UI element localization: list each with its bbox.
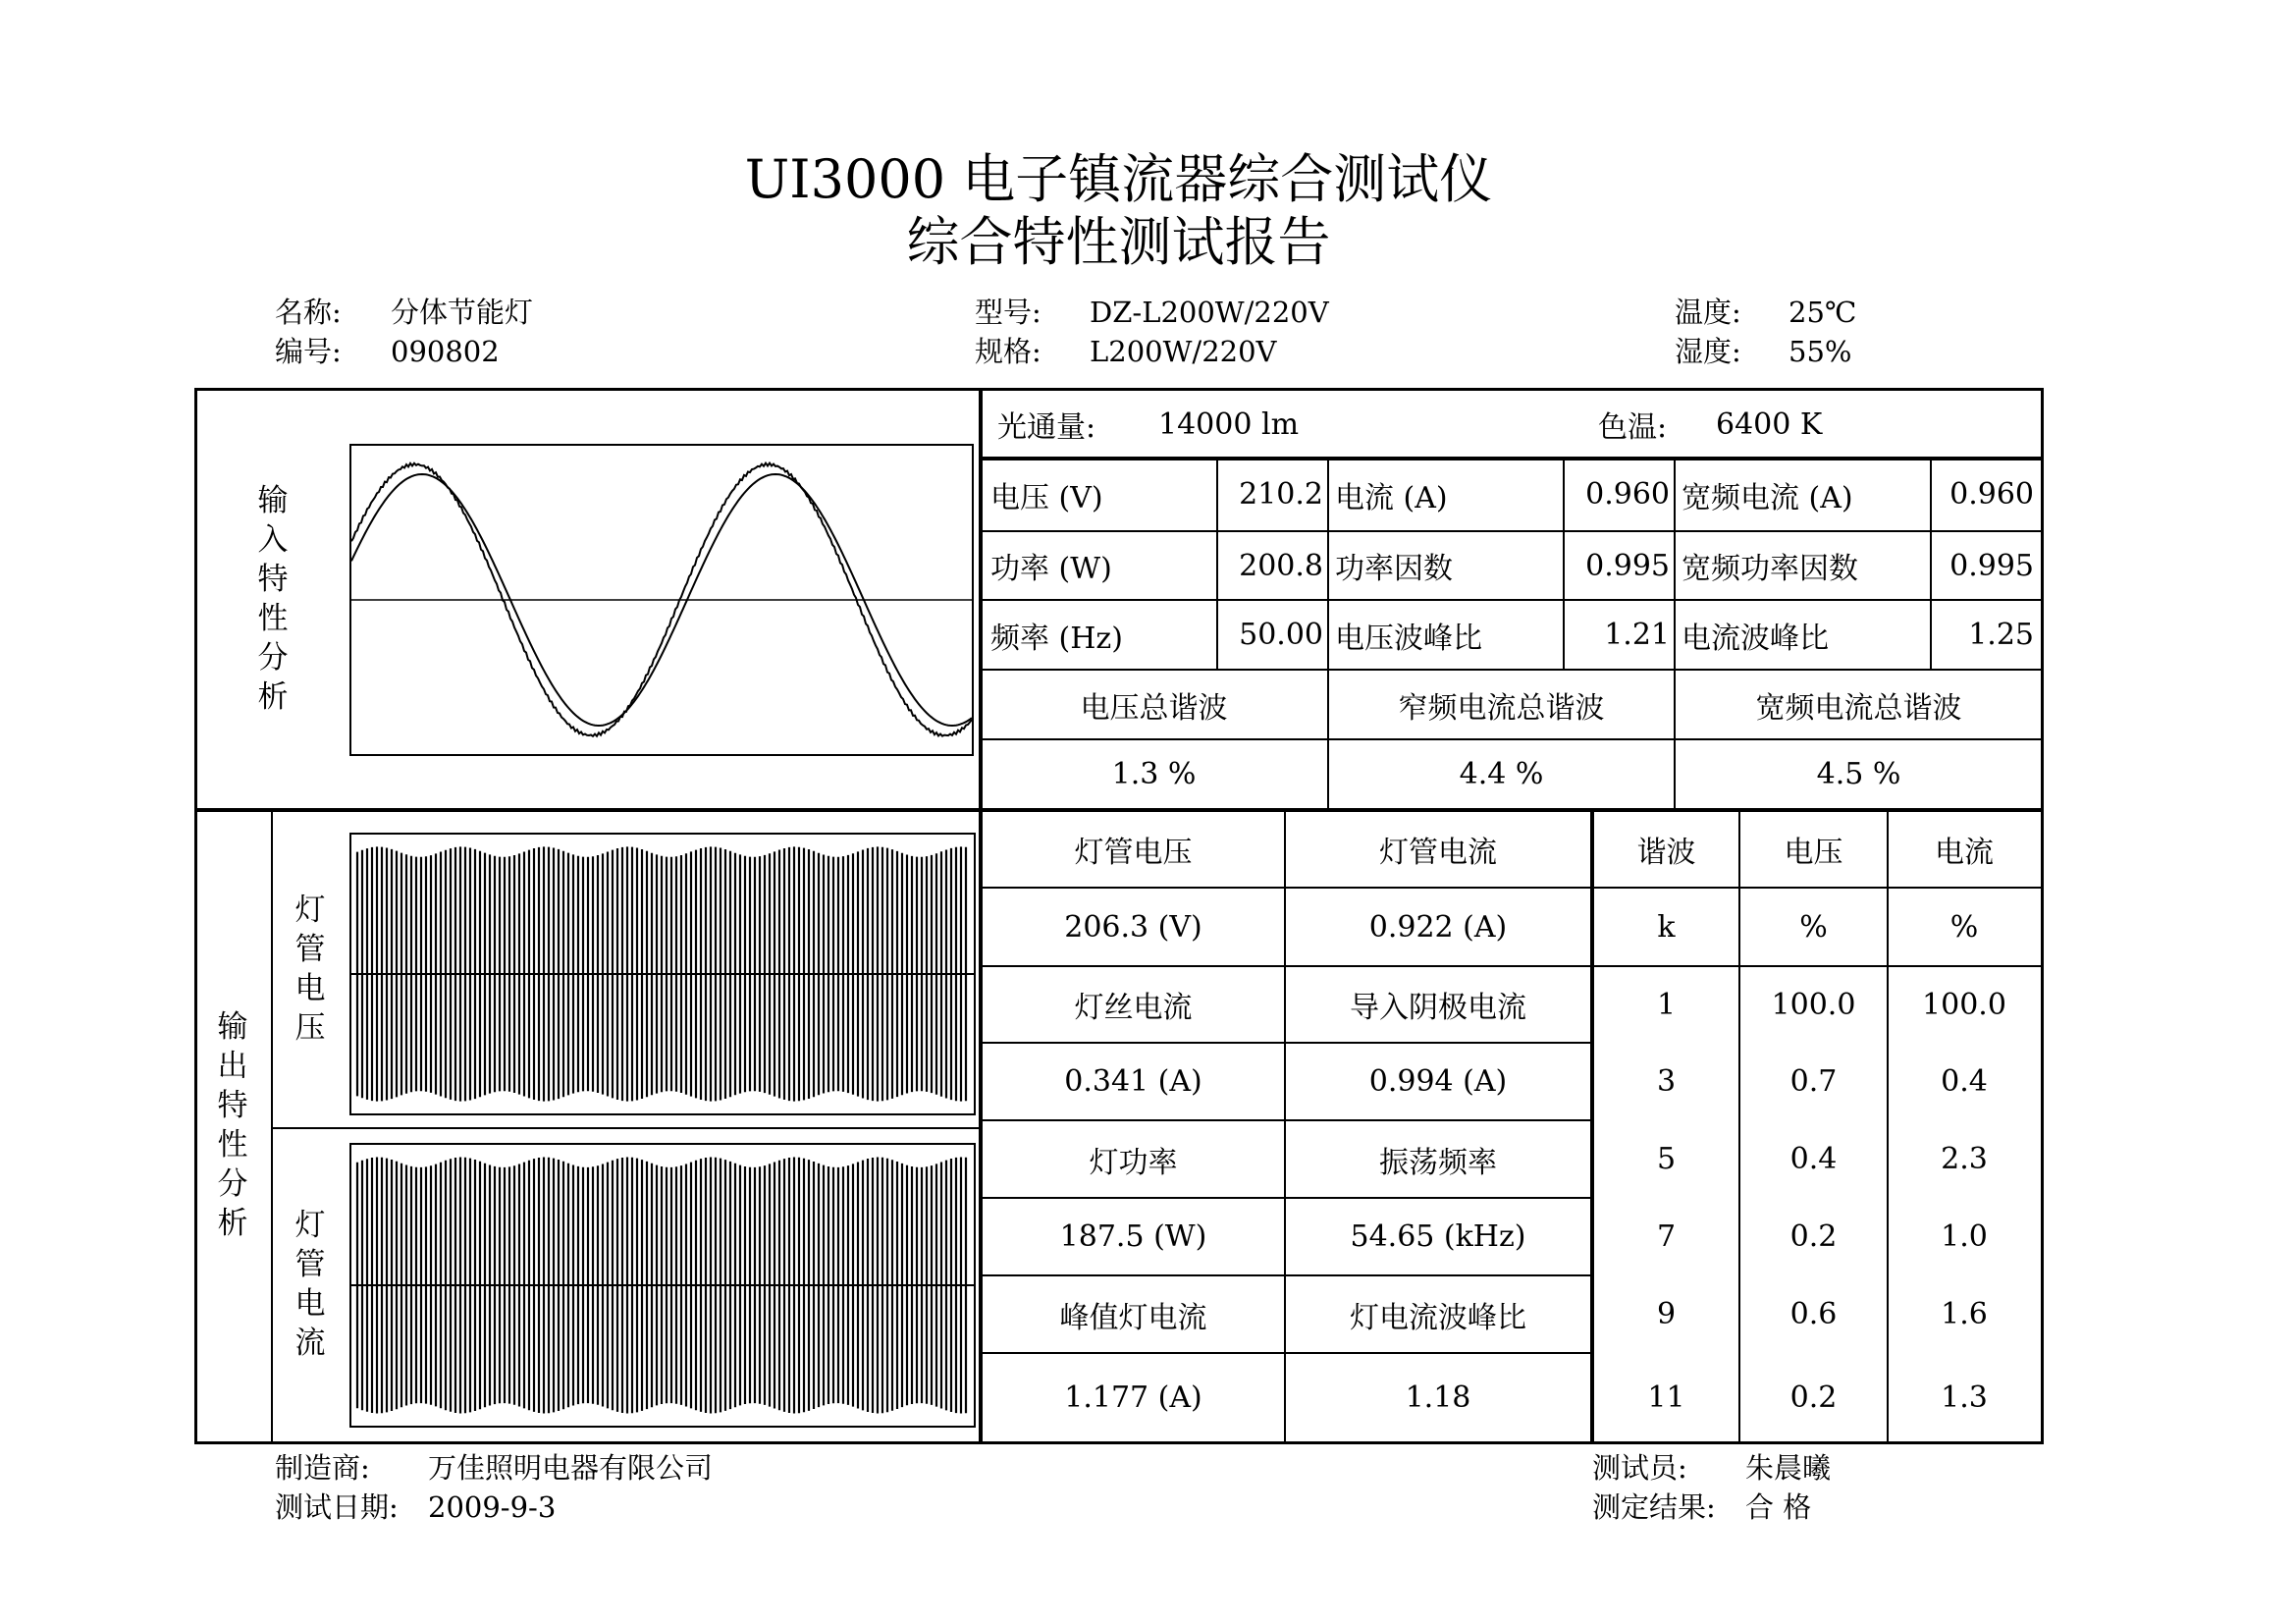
harmonic-order-cell: 5 [1656,1142,1677,1176]
harmonic-current-header: 电流 [1935,836,1994,870]
harmonic-voltage-cell: 0.6 [1789,1297,1838,1331]
voltage-crest-label: 电压波峰比 [1335,621,1482,656]
harmonic-voltage-header: 电压 [1784,836,1843,870]
lamp-power-value: 187.5 (W) [1059,1219,1207,1254]
temperature-value: 25℃ [1789,296,1857,329]
humidity-value: 55% [1789,335,1852,368]
input-section-label: 输入特性分析 [257,483,289,715]
harmonic-order-cell: 1 [1656,987,1677,1022]
harmonic-order-cell: k [1657,909,1676,945]
spec-value: L200W/220V [1090,335,1277,368]
oscillation-freq-label: 振荡频率 [1379,1145,1497,1180]
harmonic-current-cell: 2.3 [1941,1142,1988,1176]
harmonic-current-cell: 0.4 [1941,1064,1988,1099]
maker-value: 万佳照明电器有限公司 [428,1451,714,1485]
input-waveform-chart [349,444,974,756]
filament-current-label: 灯丝电流 [1074,991,1193,1025]
serial-value: 090802 [391,335,500,368]
humidity-label: 湿度: [1675,335,1741,368]
lamp-current-wave-label: 灯管电流 [294,1208,326,1361]
report-title-line2: 综合特性测试报告 [906,211,1331,273]
harmonic-current-cell: 1.3 [1941,1380,1988,1415]
model-value: DZ-L200W/220V [1090,296,1329,329]
maker-label: 制造商: [275,1451,370,1485]
lamp-voltage-value: 206.3 (V) [1064,909,1202,945]
frequency-value: 50.00 [1239,618,1323,652]
wideband-current-thd-value: 4.5 % [1816,757,1901,791]
name-label: 名称: [275,296,342,329]
harmonic-order-cell: 11 [1647,1380,1685,1415]
wideband-current-label: 宽频电流 (A) [1682,480,1853,515]
current-crest-value: 1.25 [1968,618,2034,652]
tester-value: 朱晨曦 [1745,1451,1832,1485]
harmonic-voltage-cell: 0.4 [1789,1142,1838,1176]
lamp-current-crest-value: 1.18 [1405,1380,1471,1415]
oscillation-freq-value: 54.65 (kHz) [1350,1219,1526,1254]
output-section-label: 输出特性分析 [217,1009,248,1241]
report-title-line1: UI3000 电子镇流器综合测试仪 [744,148,1493,210]
voltage-crest-value: 1.21 [1604,618,1670,652]
harmonic-order-header: 谐波 [1636,836,1696,870]
lamp-voltage-wave-label: 灯管电压 [294,893,326,1046]
current-label: 电流 (A) [1335,480,1448,515]
harmonic-current-cell: 1.6 [1941,1297,1988,1331]
lamp-voltage-waveform [349,833,976,1115]
tester-label: 测试员: [1592,1451,1687,1485]
harmonic-current-cell: 1.0 [1941,1219,1988,1254]
temperature-label: 温度: [1675,296,1741,329]
wideband-current-value: 0.960 [1949,477,2034,512]
output-waveform-divider [271,1127,979,1129]
peak-lamp-current-value: 1.177 (A) [1064,1380,1202,1415]
harmonic-voltage-cell: 0.2 [1789,1219,1838,1254]
frequency-label: 频率 (Hz) [990,621,1123,656]
power-value: 200.8 [1239,548,1323,583]
harmonic-order-cell: 9 [1656,1297,1677,1331]
wideband-pf-value: 0.995 [1949,548,2034,583]
voltage-label: 电压 (V) [990,480,1103,515]
flux-label: 光通量: [997,410,1096,445]
narrowband-current-thd-header: 窄频电流总谐波 [1398,690,1605,726]
test-date-value: 2009-9-3 [428,1490,557,1524]
voltage-thd-header: 电压总谐波 [1080,690,1228,726]
cct-label: 色温: [1598,410,1668,445]
narrowband-current-thd-value: 4.4 % [1459,757,1544,791]
power-factor-value: 0.995 [1585,548,1670,583]
voltage-thd-value: 1.3 % [1111,757,1197,791]
serial-label: 编号: [275,335,342,368]
harmonic-current-cell: % [1949,909,1979,945]
harmonic-voltage-cell: 0.7 [1789,1064,1838,1099]
power-label: 功率 (W) [990,552,1112,586]
spec-label: 规格: [975,335,1041,368]
current-crest-label: 电流波峰比 [1682,621,1829,656]
result-label: 测定结果: [1592,1490,1716,1524]
filament-current-value: 0.341 (A) [1064,1064,1202,1099]
lamp-current-value: 0.922 (A) [1368,909,1508,945]
cct-value: 6400 K [1716,406,1823,442]
power-factor-label: 功率因数 [1335,552,1453,586]
current-value: 0.960 [1585,477,1670,512]
peak-lamp-current-label: 峰值灯电流 [1059,1300,1207,1335]
harmonic-order-cell: 7 [1656,1219,1677,1254]
lamp-power-label: 灯功率 [1089,1145,1178,1180]
wideband-current-thd-header: 宽频电流总谐波 [1755,690,1962,726]
name-value: 分体节能灯 [391,296,534,329]
harmonic-voltage-cell: % [1799,909,1828,945]
wideband-pf-label: 宽频功率因数 [1682,552,1858,586]
test-date-label: 测试日期: [275,1490,399,1524]
lamp-current-waveform [349,1143,976,1428]
cathode-current-value: 0.994 (A) [1368,1064,1508,1099]
harmonic-voltage-cell: 0.2 [1789,1380,1838,1415]
voltage-value: 210.2 [1239,477,1323,512]
harmonic-voltage-cell: 100.0 [1771,987,1856,1022]
lamp-voltage-label: 灯管电压 [1074,836,1193,870]
result-value: 合 格 [1745,1490,1812,1524]
harmonic-current-cell: 100.0 [1922,987,2006,1022]
lamp-current-label: 灯管电流 [1379,836,1497,870]
lamp-current-crest-label: 灯电流波峰比 [1350,1300,1526,1335]
harmonic-order-cell: 3 [1656,1064,1677,1099]
model-label: 型号: [975,296,1041,329]
cathode-current-label: 导入阴极电流 [1350,991,1526,1025]
flux-value: 14000 lm [1158,406,1300,442]
